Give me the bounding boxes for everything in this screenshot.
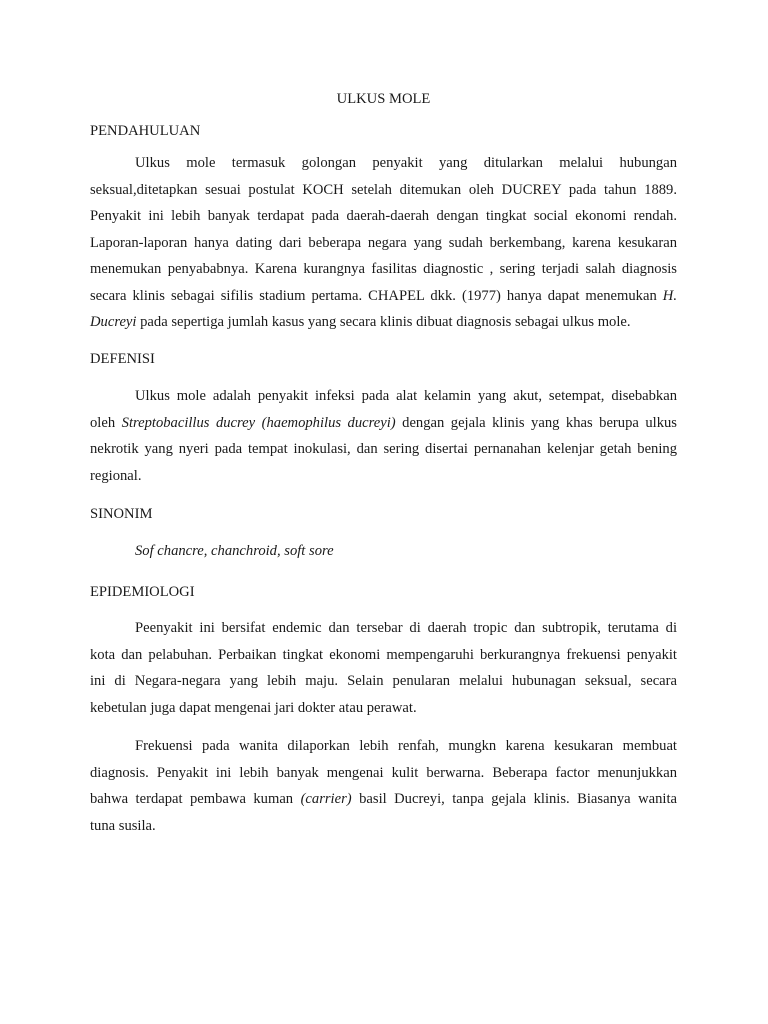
text-segment: dengan gejala klinis yang khas berupa ulkus [402, 414, 677, 431]
text-segment: secara klinis sebagai sifilis stadium pertama. CHAPEL dkk. (1977) hanya dapat menemukan [90, 287, 657, 304]
heading-epidemiologi: EPIDEMIOLOGI [90, 584, 195, 600]
italic-term: Streptobacillus ducrey (haemophilus ducreyi) [121, 414, 396, 431]
text-line: menemukan penyababnya. Karena kurangnya fasilitas diagnostic , sering terjadi salah diagnosis [90, 261, 677, 277]
italic-term: H. [662, 287, 677, 304]
italic-term: (carrier) [300, 791, 352, 807]
paragraph-sinonim [90, 538, 677, 565]
text-line: tuna susila. [90, 817, 156, 834]
heading-pendahuluan: PENDAHULUAN [90, 123, 201, 139]
document-title: ULKUS MOLE [336, 91, 431, 107]
paragraph-defenisi [90, 383, 677, 489]
italic-term: Ducreyi [90, 314, 137, 330]
heading-sinonim: SINONIM [90, 506, 153, 522]
text-line [90, 538, 677, 565]
text-line: Laporan-laporan hanya dating dari beberapa negara yang sudah berkembang, karena kesukaran [90, 234, 677, 251]
text-line: Ulkus mole adalah penyakit infeksi pada alat kelamin yang akut, setempat, disebabkan [135, 388, 677, 404]
text-line: Frekuensi pada wanita dilaporkan lebih renfah, mungkn karena kesukaran membuat [135, 738, 677, 754]
text-line [90, 309, 677, 336]
text-line: Penyakit ini lebih banyak terdapat pada daerah-daerah dengan tingkat social ekonomi rendah. [90, 208, 677, 224]
text-line [90, 410, 677, 437]
text-line: regional. [90, 467, 142, 484]
text-line: kebetulan juga dapat mengenai jari dokter atau perawat. [90, 699, 417, 716]
text-segment: oleh [90, 414, 116, 431]
text-line [90, 283, 677, 310]
paragraph-pendahuluan [90, 150, 677, 336]
text-line: ini di Negara-negara yang lebih maju. Selain penularan melalui hubunagan seksual, secara [90, 673, 677, 689]
text-segment: bahwa terdapat pembawa kuman [90, 791, 294, 807]
text-line: Peenyakit ini bersifat endemic dan tersebar di daerah tropic dan subtropik, terutama di [135, 620, 677, 636]
heading-defenisi: DEFENISI [90, 351, 155, 367]
text-line: nekrotik yang nyeri pada tempat inokulasi, dan sering disertai pernanahan kelenjar getah bening [90, 441, 677, 457]
synonym-list: Sof chancre, chanchroid, soft sore [135, 543, 334, 559]
text-line [90, 786, 677, 813]
text-line: seksual,ditetapkan sesuai postulat KOCH setelah ditemukan oleh DUCREY pada tahun 1889. [90, 181, 677, 198]
text-line: diagnosis. Penyakit ini lebih banyak mengenai kulit berwarna. Beberapa factor menunjukkan [90, 764, 677, 781]
text-segment: basil Ducreyi, tanpa gejala klinis. Biasanya wanita [359, 791, 677, 807]
paragraph-epidemiologi-1 [90, 615, 677, 721]
text-line: kota dan pelabuhan. Perbaikan tingkat ekonomi mempengaruhi berkurangnya frekuensi penyakit [90, 646, 677, 663]
text-segment: pada sepertiga jumlah kasus yang secara klinis dibuat diagnosis sebagai ulkus mole. [140, 314, 631, 330]
text-line: Ulkus mole termasuk golongan penyakit yang ditularkan melalui hubungan [135, 155, 677, 171]
paragraph-epidemiologi-2 [90, 733, 677, 839]
